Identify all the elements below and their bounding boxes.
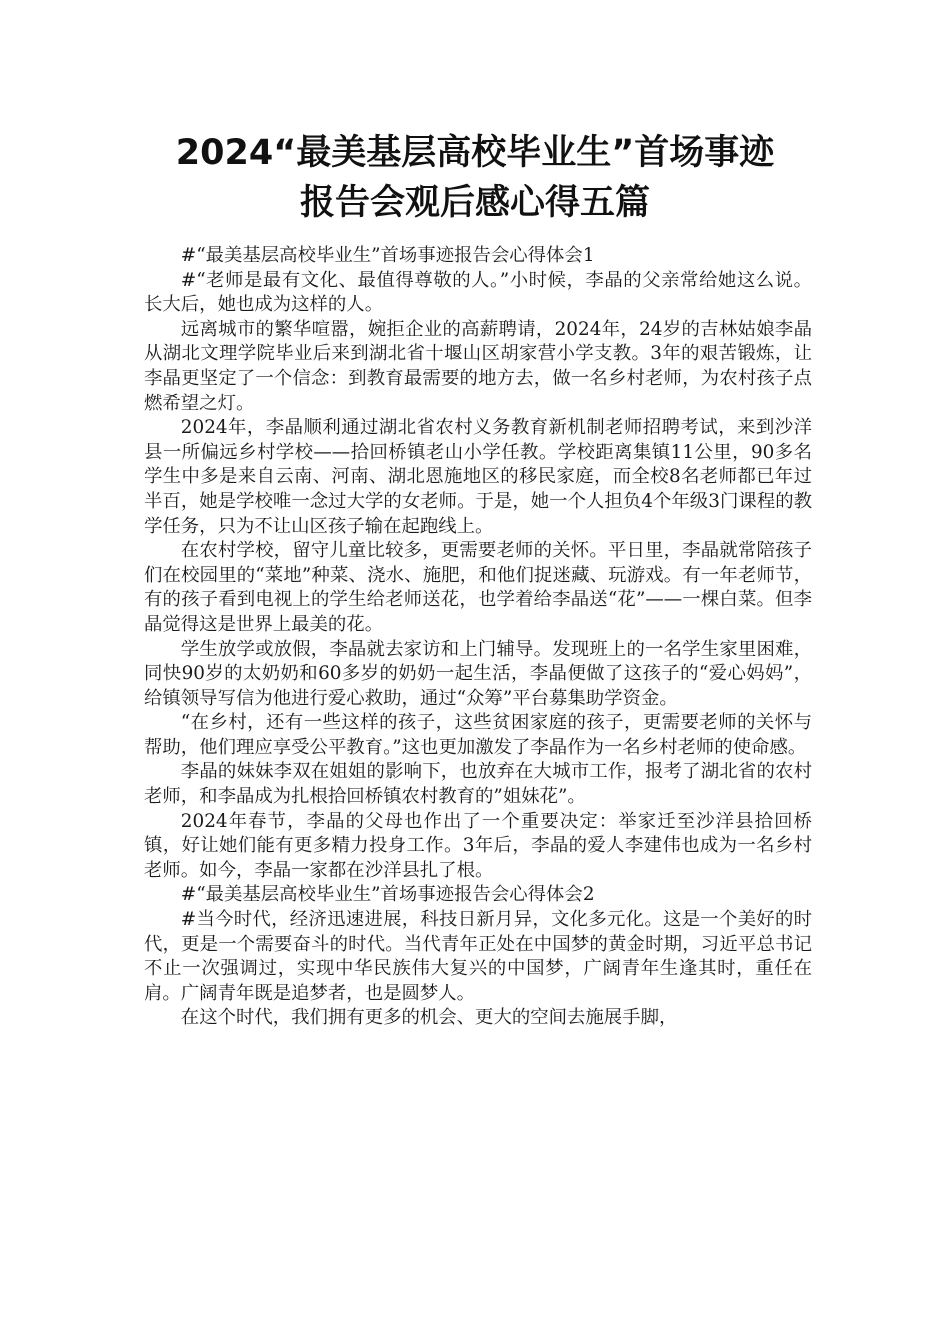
paragraph: 在这个时代，我们拥有更多的机会、更大的空间去施展手脚， — [180, 1007, 678, 1029]
paragraph: #当今时代，经济迅速进展，科技日新月异，文化多元化。这是一个美好的时代，更是一个需要奋斗的时代。当代青年正处在中国梦的黄金时期，习近平总书记不止一次强调过，实现中华民族伟大复兴的中国梦，广阔青年生逢其时，重任在肩。广阔青年既是追梦者，也是圆梦人。 — [144, 909, 812, 1004]
paragraph: 学生放学或放假，李晶就去家访和上门辅导。发现班上的一名学生家里困难，同快90岁的太奶奶和60多岁的奶奶一起生活，李晶便做了这孩子的“爱心妈妈”，给镇领导写信为他进行爱心救助，通过“众筹”平台募集助学资金。 — [144, 638, 812, 709]
document-title — [120, 128, 830, 228]
title-line-1: 2024“最美基层高校毕业生”首场事迹 — [175, 133, 775, 173]
paragraph: “在乡村，还有一些这样的孩子，这些贫困家庭的孩子，更需要老师的关怀与帮助，他们理应享受公平教育。”这也更加激发了李晶作为一名乡村老师的使命感。 — [144, 712, 812, 758]
document-body — [144, 244, 812, 1031]
title-line-2: 报告会观后感心得五篇 — [299, 183, 650, 223]
paragraph: 2024年春节，李晶的父母也作出了一个重要决定：举家迁至沙洋县拾回桥镇，好让她们能有更多精力投身工作。3年后，李晶的爱人李建伟也成为一名乡村老师。如今，李晶一家都在沙洋县扎了根。 — [144, 810, 812, 881]
paragraph: 2024年，李晶顺利通过湖北省农村义务教育新机制老师招聘考试，来到沙洋县一所偏远乡村学校——拾回桥镇老山小学任教。学校距离集镇11公里，90多名学生中多是来自云南、河南、湖北恩施地区的移民家庭，而全校8名老师都已年过半百，她是学校唯一念过大学的女老师。于是，她一个人担负4个年级3门课程的教学任务，只为不让山区孩子输在起跑线上。 — [144, 417, 812, 537]
section-heading-2: #“最美基层高校毕业生”首场事迹报告会心得体会2 — [180, 884, 595, 906]
section-heading-1: #“最美基层高校毕业生”首场事迹报告会心得体会1 — [180, 245, 595, 266]
paragraph: 远离城市的繁华喧嚣，婉拒企业的高薪聘请，2024年，24岁的吉林姑娘李晶从湖北文理学院毕业后来到湖北省十堰山区胡家营小学支教。3年的艰苦锻炼，让李晶更坚定了一个信念：到教育最需要的地方去，做一名乡村老师，为农村孩子点燃希望之灯。 — [144, 318, 812, 414]
paragraph: 在农村学校，留守儿童比较多，更需要老师的关怀。平日里，李晶就常陪孩子们在校园里的“菜地”种菜、浇水、施肥，和他们捉迷藏、玩游戏。有一年老师节，有的孩子看到电视上的学生给老师送花，也学着给李晶送“花”——一棵白菜。但李晶觉得这是世界上最美的花。 — [144, 540, 812, 635]
paragraph: #“老师是最有文化、最值得尊敬的人。”小时候，李晶的父亲常给她这么说。长大后，她也成为这样的人。 — [144, 269, 812, 316]
paragraph: 李晶的妹妹李双在姐姐的影响下，也放弃在大城市工作，报考了湖北省的农村老师，和李晶成为扎根拾回桥镇农村教育的”姐妹花”。 — [144, 761, 812, 808]
